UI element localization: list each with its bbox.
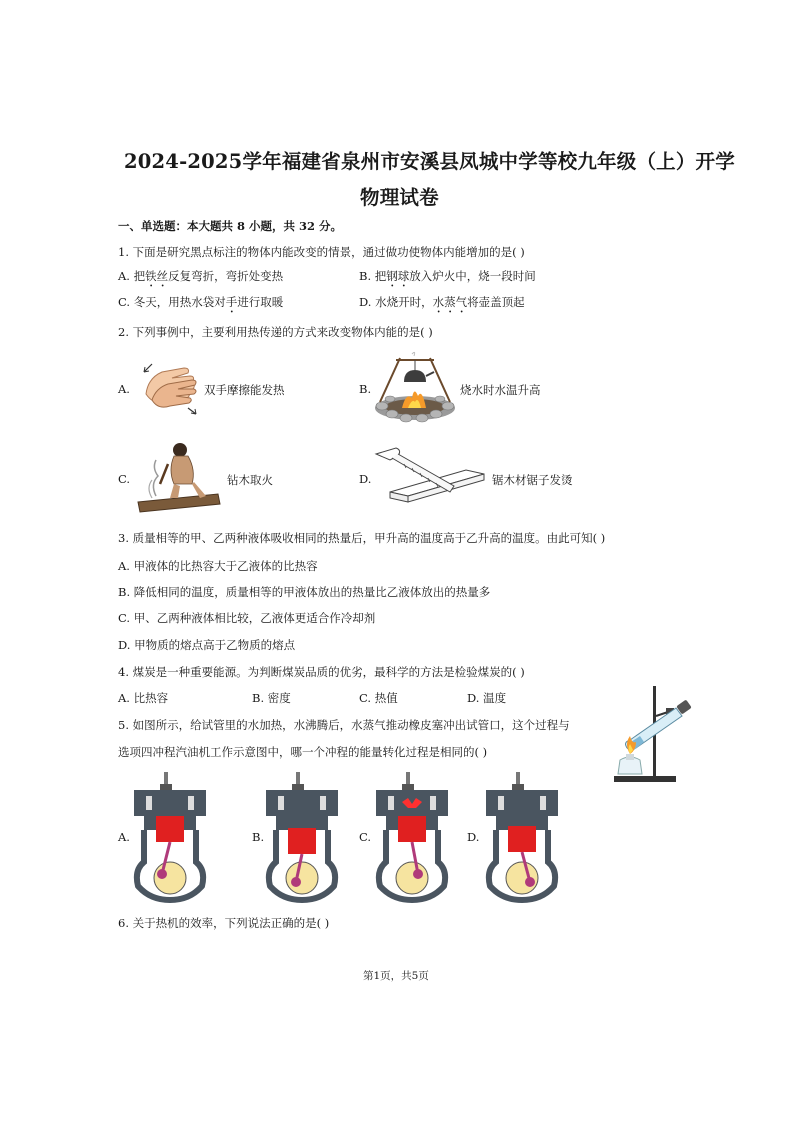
- q5-option-b-letter: B.: [252, 830, 265, 844]
- q4-option-b: B. 密度: [252, 691, 291, 705]
- engine-stroke-d-image: [482, 770, 562, 900]
- drilling-wood-fire-image: [134, 440, 224, 514]
- q1-option-b: [359, 268, 536, 290]
- q4-option-a: A. 比热容: [118, 691, 169, 705]
- q4-option-c: C. 热值: [359, 691, 398, 705]
- q6-stem: 6. 关于热机的效率，下列说法正确的是( ): [118, 916, 330, 930]
- q1-option-b-post: 放入炉火中，烧一段时间: [409, 269, 536, 283]
- q2-option-d-caption: 锯木材锯子发烫: [492, 473, 573, 487]
- q4-option-d: D. 温度: [467, 691, 507, 705]
- q3-option-d: D. 甲物质的熔点高于乙物质的熔点: [118, 638, 296, 652]
- test-tube-on-stand-image: [606, 682, 702, 786]
- q5-option-c-letter: C.: [359, 830, 372, 844]
- q5-option-d-letter: D.: [467, 830, 480, 844]
- q5-stem-line2: 选项四冲程汽油机工作示意图中，哪一个冲程的能量转化过程是相同的( ): [118, 745, 488, 759]
- q1-option-a-dotted: 铁丝: [145, 269, 169, 283]
- q2-option-a-letter: A.: [118, 382, 130, 396]
- q1-option-d-pre: D. 水烧开时，: [359, 295, 433, 309]
- q1-option-c-pre: C. 冬天，用热水袋对: [118, 295, 226, 309]
- q5-stem-line1: 5. 如图所示，给试管里的水加热，水沸腾后，水蒸气推动橡皮塞冲出试管口，这个过程与: [118, 718, 570, 732]
- page-title-line2: 物理试卷: [360, 186, 439, 209]
- campfire-kettle-image: [372, 352, 458, 422]
- rubbing-hands-image: [138, 358, 202, 418]
- q4-stem: 4. 煤炭是一种重要能源。为判断煤炭品质的优劣，最科学的方法是检验煤炭的( ): [118, 665, 525, 679]
- section-heading: 一、单选题：本大题共 8 小题，共 32 分。: [118, 219, 343, 233]
- q1-option-a-pre: A. 把: [118, 269, 146, 283]
- engine-stroke-c-image: [372, 770, 452, 900]
- q3-option-c: C. 甲、乙两种液体相比较，乙液体更适合作冷却剂: [118, 611, 376, 625]
- q1-stem: 1. 下面是研究黑点标注的物体内能改变的情景，通过做功使物体内能增加的是( ): [118, 245, 525, 259]
- q1-option-a: [118, 268, 283, 290]
- q1-option-d-dotted: 水蒸气: [432, 295, 468, 309]
- q3-stem: 3. 质量相等的甲、乙两种液体吸收相同的热量后，甲升高的温度高于乙升高的温度。由此可知( ): [118, 531, 606, 545]
- sawing-wood-image: [374, 446, 488, 506]
- q1-option-b-pre: B. 把: [359, 269, 387, 283]
- q1-option-d-post: 将壶盖顶起: [467, 295, 525, 309]
- q1-option-b-dotted: 钢球: [386, 269, 410, 283]
- q1-option-c-dotted: 手: [225, 295, 238, 309]
- q1-option-a-post: 反复弯折，弯折处变热: [168, 269, 284, 283]
- q2-option-c-caption: 钻木取火: [227, 473, 273, 487]
- q1-option-c: [118, 294, 283, 316]
- q2-stem: 2. 下列事例中，主要利用热传递的方式来改变物体内能的是( ): [118, 325, 433, 339]
- engine-stroke-a-image: [130, 770, 210, 900]
- q1-option-c-post: 进行取暖: [237, 295, 284, 309]
- q2-option-b-caption: 烧水时水温升高: [460, 383, 541, 397]
- q5-option-a-letter: A.: [118, 830, 130, 844]
- page-title-line1: 2024-2025学年福建省泉州市安溪县凤城中学等校九年级（上）开学: [124, 150, 735, 173]
- q2-option-d-letter: D.: [359, 472, 372, 486]
- q3-option-b: B. 降低相同的温度，质量相等的甲液体放出的热量比乙液体放出的热量多: [118, 585, 491, 599]
- engine-stroke-b-image: [262, 770, 342, 900]
- q2-option-a-caption: 双手摩擦能发热: [204, 383, 285, 397]
- q1-option-d: [359, 294, 525, 316]
- q2-option-b-letter: B.: [359, 382, 372, 396]
- q3-option-a: A. 甲液体的比热容大于乙液体的比热容: [118, 559, 318, 573]
- page-footer: 第1页，共5页: [363, 970, 429, 982]
- q2-option-c-letter: C.: [118, 472, 131, 486]
